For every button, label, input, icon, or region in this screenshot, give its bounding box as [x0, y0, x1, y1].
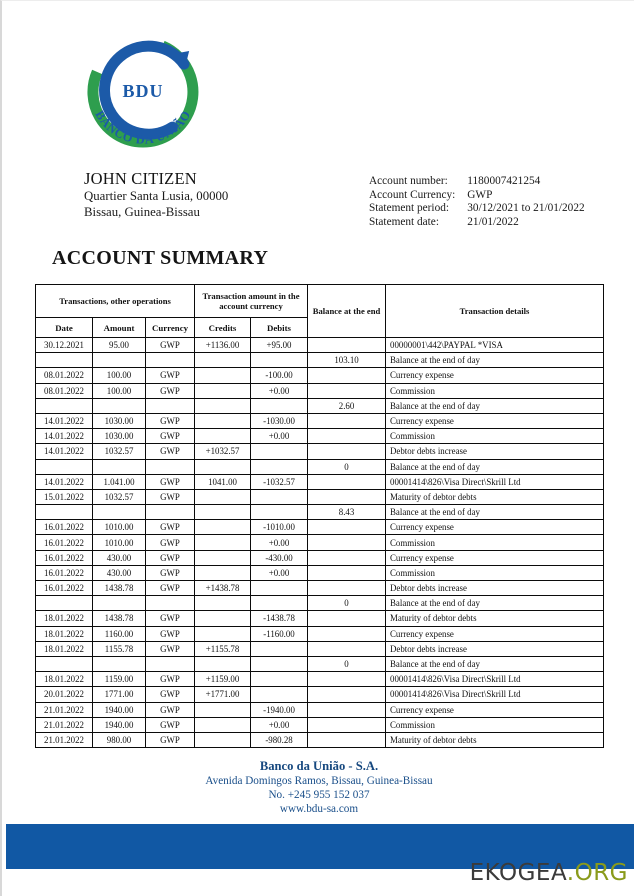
table-row — [36, 444, 604, 459]
cell-date: 14.01.2022 — [36, 444, 93, 459]
cell-details: Balance at the end of day — [386, 596, 604, 611]
table-row — [36, 398, 604, 413]
cell-date: 14.01.2022 — [36, 474, 93, 489]
cell-credits — [195, 596, 251, 611]
cell-currency: GWP — [146, 368, 195, 383]
cell-currency: GWP — [146, 565, 195, 580]
account-number-row — [369, 175, 585, 189]
cell-balance — [308, 413, 386, 428]
cell-currency: GWP — [146, 687, 195, 702]
cell-debits: -430.00 — [251, 550, 308, 565]
cell-currency: GWP — [146, 474, 195, 489]
account-number-label: Account number: — [369, 175, 448, 187]
cell-debits: -100.00 — [251, 368, 308, 383]
cell-currency — [146, 596, 195, 611]
footer-phone: No. +245 955 152 037 — [268, 789, 370, 801]
header-details: Transaction details — [386, 285, 604, 338]
cell-details: Currency expense — [386, 413, 604, 428]
header-credits: Credits — [195, 318, 251, 338]
cell-credits — [195, 459, 251, 474]
table-row — [36, 535, 604, 550]
statement-date-value: 21/01/2022 — [467, 216, 519, 229]
table-row — [36, 687, 604, 702]
cell-date: 16.01.2022 — [36, 581, 93, 596]
cell-debits — [251, 489, 308, 504]
cell-balance — [308, 581, 386, 596]
cell-debits: -1010.00 — [251, 520, 308, 535]
cell-currency — [146, 505, 195, 520]
cell-currency: GWP — [146, 581, 195, 596]
cell-amount: 1010.00 — [93, 520, 146, 535]
cell-balance — [308, 687, 386, 702]
cell-currency — [146, 656, 195, 671]
cell-credits — [195, 656, 251, 671]
cell-details: Maturity of debtor debts — [386, 489, 604, 504]
cell-balance: 2.60 — [308, 398, 386, 413]
account-currency-label: Account Currency: — [369, 188, 456, 201]
bdu-logo-icon — [84, 33, 202, 151]
statement-date-row — [369, 216, 585, 230]
statement-table — [35, 284, 604, 748]
cell-debits — [251, 353, 308, 368]
cell-currency: GWP — [146, 550, 195, 565]
cell-currency: GWP — [146, 489, 195, 504]
cell-date: 21.01.2022 — [36, 702, 93, 717]
cell-balance: 103.10 — [308, 353, 386, 368]
cell-balance — [308, 717, 386, 732]
cell-balance — [308, 565, 386, 580]
cell-credits — [195, 550, 251, 565]
cell-balance — [308, 338, 386, 353]
cell-date: 16.01.2022 — [36, 565, 93, 580]
cell-debits: +0.00 — [251, 535, 308, 550]
cell-credits — [195, 611, 251, 626]
cell-details: Currency expense — [386, 626, 604, 641]
table-row — [36, 672, 604, 687]
cell-amount: 1771.00 — [93, 687, 146, 702]
table-row — [36, 611, 604, 626]
cell-details: Balance at the end of day — [386, 353, 604, 368]
cell-amount: 1032.57 — [93, 489, 146, 504]
cell-amount — [93, 596, 146, 611]
cell-date — [36, 398, 93, 413]
cell-details: Balance at the end of day — [386, 398, 604, 413]
cell-currency: GWP — [146, 520, 195, 535]
cell-currency: GWP — [146, 535, 195, 550]
cell-details: Commission — [386, 565, 604, 580]
cell-currency: GWP — [146, 611, 195, 626]
cell-date: 14.01.2022 — [36, 429, 93, 444]
table-row — [36, 732, 604, 747]
cell-currency: GWP — [146, 641, 195, 656]
footer-block — [2, 758, 634, 816]
cell-currency: GWP — [146, 383, 195, 398]
header-date: Date — [36, 318, 93, 338]
cell-details: Currency expense — [386, 368, 604, 383]
cell-currency — [146, 459, 195, 474]
cell-debits — [251, 641, 308, 656]
header-amount: Amount — [93, 318, 146, 338]
cell-details: Commission — [386, 429, 604, 444]
header-currency: Currency — [146, 318, 195, 338]
statement-period-value: 30/12/2021 to 21/01/2022 — [467, 202, 585, 215]
cell-balance — [308, 550, 386, 565]
cell-amount: 430.00 — [93, 550, 146, 565]
cell-details: Commission — [386, 383, 604, 398]
table-row — [36, 383, 604, 398]
cell-details: 00000001\442\PAYPAL *VISA — [386, 338, 604, 353]
table-row — [36, 550, 604, 565]
cell-balance — [308, 732, 386, 747]
cell-balance — [308, 474, 386, 489]
account-currency-row — [369, 189, 585, 203]
cell-date: 18.01.2022 — [36, 626, 93, 641]
cell-credits — [195, 717, 251, 732]
cell-credits — [195, 732, 251, 747]
cell-amount — [93, 505, 146, 520]
cell-date: 16.01.2022 — [36, 550, 93, 565]
cell-credits — [195, 368, 251, 383]
cell-details: Currency expense — [386, 520, 604, 535]
customer-address-line-2: Bissau, Guinea-Bissau — [84, 204, 200, 219]
table-row — [36, 413, 604, 428]
cell-balance — [308, 626, 386, 641]
cell-debits — [251, 505, 308, 520]
cell-credits: +1159.00 — [195, 672, 251, 687]
table-group-header-row — [36, 285, 604, 318]
cell-details: 00001414\826\Visa Direct\Skrill Ltd — [386, 672, 604, 687]
cell-date — [36, 353, 93, 368]
cell-amount: 1940.00 — [93, 717, 146, 732]
cell-amount: 430.00 — [93, 565, 146, 580]
cell-amount: 1.041.00 — [93, 474, 146, 489]
table-head — [36, 285, 604, 338]
cell-balance: 0 — [308, 656, 386, 671]
watermark-tld: .ORG — [566, 860, 628, 886]
cell-currency: GWP — [146, 444, 195, 459]
cell-amount: 1160.00 — [93, 626, 146, 641]
footer-bank-name: Banco da União - S.A. — [259, 759, 379, 773]
cell-balance — [308, 383, 386, 398]
cell-balance — [308, 368, 386, 383]
cell-credits — [195, 535, 251, 550]
cell-details: Commission — [386, 717, 604, 732]
cell-balance — [308, 672, 386, 687]
cell-credits — [195, 520, 251, 535]
account-number-value: 1180007421254 — [467, 175, 541, 187]
cell-amount: 1010.00 — [93, 535, 146, 550]
cell-amount: 1030.00 — [93, 413, 146, 428]
cell-amount: 980.00 — [93, 732, 146, 747]
cell-details: Balance at the end of day — [386, 459, 604, 474]
account-info-block — [369, 175, 585, 230]
cell-debits — [251, 596, 308, 611]
cell-credits: +1032.57 — [195, 444, 251, 459]
cell-currency: GWP — [146, 732, 195, 747]
cell-date: 30.12.2021 — [36, 338, 93, 353]
cell-details: Maturity of debtor debts — [386, 611, 604, 626]
cell-credits — [195, 505, 251, 520]
bank-logo — [84, 33, 202, 151]
cell-balance: 0 — [308, 459, 386, 474]
cell-details: Balance at the end of day — [386, 505, 604, 520]
cell-debits — [251, 581, 308, 596]
cell-details: Maturity of debtor debts — [386, 732, 604, 747]
cell-credits: +1771.00 — [195, 687, 251, 702]
cell-currency — [146, 398, 195, 413]
cell-details: Debtor debts increase — [386, 641, 604, 656]
cell-balance: 0 — [308, 596, 386, 611]
cell-date: 18.01.2022 — [36, 672, 93, 687]
cell-amount: 100.00 — [93, 383, 146, 398]
cell-debits: +0.00 — [251, 565, 308, 580]
table-row — [36, 489, 604, 504]
statement-date-label: Statement date: — [369, 216, 439, 229]
cell-amount: 1032.57 — [93, 444, 146, 459]
cell-credits — [195, 353, 251, 368]
cell-credits — [195, 413, 251, 428]
cell-balance — [308, 641, 386, 656]
cell-amount: 95.00 — [93, 338, 146, 353]
cell-debits — [251, 656, 308, 671]
cell-credits — [195, 429, 251, 444]
cell-currency: GWP — [146, 672, 195, 687]
cell-balance: 8.43 — [308, 505, 386, 520]
cell-balance — [308, 444, 386, 459]
cell-details: Debtor debts increase — [386, 581, 604, 596]
cell-amount — [93, 353, 146, 368]
cell-balance — [308, 535, 386, 550]
cell-date: 20.01.2022 — [36, 687, 93, 702]
table-row — [36, 641, 604, 656]
table-row — [36, 368, 604, 383]
statement-period-label: Statement period: — [369, 202, 449, 215]
table-row — [36, 702, 604, 717]
cell-currency: GWP — [146, 429, 195, 444]
watermark-name: EKOGEA — [469, 860, 567, 886]
table-row — [36, 656, 604, 671]
footer-website[interactable]: www.bdu-sa.com — [279, 803, 359, 815]
cell-credits — [195, 398, 251, 413]
cell-credits — [195, 383, 251, 398]
cell-currency: GWP — [146, 413, 195, 428]
cell-credits: +1155.78 — [195, 641, 251, 656]
header-amount-currency-group: Transaction amount in the account currency — [195, 285, 308, 318]
table-row — [36, 353, 604, 368]
table-row — [36, 459, 604, 474]
header-transactions-group: Transactions, other operations — [36, 285, 195, 318]
cell-amount: 1155.78 — [93, 641, 146, 656]
cell-amount — [93, 459, 146, 474]
cell-amount — [93, 656, 146, 671]
header-debits: Debits — [251, 318, 308, 338]
cell-date: 16.01.2022 — [36, 520, 93, 535]
logo-arc-text: BANCO DA UNIÃO — [92, 107, 194, 147]
cell-date: 21.01.2022 — [36, 732, 93, 747]
cell-debits: -1160.00 — [251, 626, 308, 641]
cell-amount: 1030.00 — [93, 429, 146, 444]
cell-debits: -980.28 — [251, 732, 308, 747]
cell-debits — [251, 398, 308, 413]
cell-details: 00001414\826\Visa Direct\Skrill Ltd — [386, 687, 604, 702]
cell-details: Currency expense — [386, 702, 604, 717]
table-row — [36, 626, 604, 641]
cell-debits: +0.00 — [251, 429, 308, 444]
table-row — [36, 474, 604, 489]
cell-balance — [308, 489, 386, 504]
cell-credits — [195, 626, 251, 641]
cell-date: 14.01.2022 — [36, 413, 93, 428]
cell-credits — [195, 565, 251, 580]
cell-credits — [195, 489, 251, 504]
cell-date — [36, 505, 93, 520]
cell-date — [36, 596, 93, 611]
cell-date: 08.01.2022 — [36, 368, 93, 383]
cell-currency: GWP — [146, 702, 195, 717]
statement-period-row — [369, 202, 585, 216]
cell-debits — [251, 444, 308, 459]
cell-balance — [308, 429, 386, 444]
footer-address: Avenida Domingos Ramos, Bissau, Guinea-Bissau — [205, 775, 433, 787]
table-row — [36, 520, 604, 535]
cell-debits: +0.00 — [251, 383, 308, 398]
cell-date: 16.01.2022 — [36, 535, 93, 550]
cell-date: 18.01.2022 — [36, 641, 93, 656]
cell-balance — [308, 611, 386, 626]
statement-table-wrap — [35, 284, 603, 748]
cell-currency — [146, 353, 195, 368]
customer-block — [84, 169, 364, 220]
table-row — [36, 596, 604, 611]
header-balance: Balance at the end — [308, 285, 386, 338]
cell-debits — [251, 687, 308, 702]
cell-details: Debtor debts increase — [386, 444, 604, 459]
cell-amount: 1438.78 — [93, 611, 146, 626]
cell-date: 08.01.2022 — [36, 383, 93, 398]
cell-currency: GWP — [146, 338, 195, 353]
table-row — [36, 505, 604, 520]
account-currency-value: GWP — [467, 188, 493, 201]
table-row — [36, 429, 604, 444]
cell-debits: +95.00 — [251, 338, 308, 353]
cell-details: 00001414\826\Visa Direct\Skrill Ltd — [386, 474, 604, 489]
cell-balance — [308, 520, 386, 535]
cell-balance — [308, 702, 386, 717]
cell-debits: -1032.57 — [251, 474, 308, 489]
table-row — [36, 581, 604, 596]
table-body — [36, 338, 604, 748]
table-row — [36, 338, 604, 353]
cell-debits: +0.00 — [251, 717, 308, 732]
cell-date — [36, 656, 93, 671]
cell-details: Currency expense — [386, 550, 604, 565]
logo-initials: BDU — [122, 81, 164, 101]
watermark — [470, 860, 628, 886]
table-row — [36, 565, 604, 580]
cell-date: 18.01.2022 — [36, 611, 93, 626]
customer-address-line-1: Quartier Santa Lusia, 00000 — [84, 189, 229, 203]
cell-amount: 1438.78 — [93, 581, 146, 596]
cell-date: 15.01.2022 — [36, 489, 93, 504]
cell-credits: +1438.78 — [195, 581, 251, 596]
account-info-table — [369, 175, 585, 230]
cell-amount: 1159.00 — [93, 672, 146, 687]
cell-amount: 100.00 — [93, 368, 146, 383]
cell-amount — [93, 398, 146, 413]
cell-credits: +1136.00 — [195, 338, 251, 353]
cell-date — [36, 459, 93, 474]
cell-currency: GWP — [146, 717, 195, 732]
cell-details: Balance at the end of day — [386, 656, 604, 671]
page-title: ACCOUNT SUMMARY — [52, 247, 269, 269]
cell-credits: 1041.00 — [195, 474, 251, 489]
cell-debits — [251, 672, 308, 687]
cell-amount: 1940.00 — [93, 702, 146, 717]
cell-currency: GWP — [146, 626, 195, 641]
cell-debits: -1438.78 — [251, 611, 308, 626]
cell-debits: -1940.00 — [251, 702, 308, 717]
cell-details: Commission — [386, 535, 604, 550]
cell-debits: -1030.00 — [251, 413, 308, 428]
table-row — [36, 717, 604, 732]
cell-credits — [195, 702, 251, 717]
cell-date: 21.01.2022 — [36, 717, 93, 732]
cell-debits — [251, 459, 308, 474]
customer-name: JOHN CITIZEN — [84, 169, 197, 188]
